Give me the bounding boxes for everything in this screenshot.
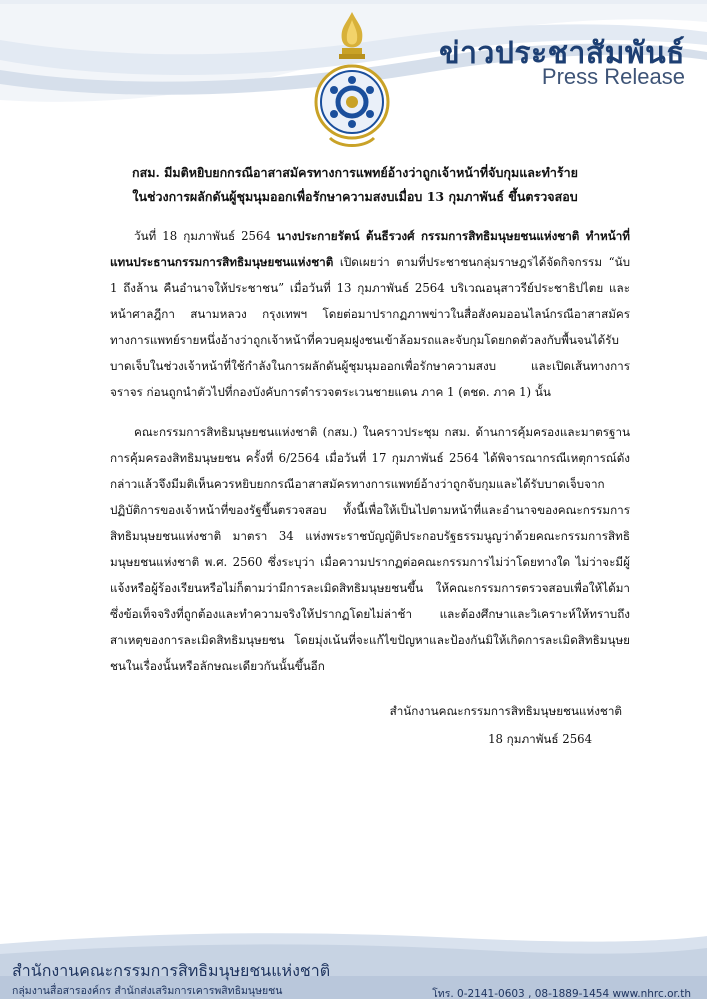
news-body [110,223,630,693]
footer-organization: สำนักงานคณะกรรมการสิทธิมนุษยชนแห่งชาติ [12,961,331,980]
headline-line-1: กสม. มีมติหยิบยกกรณีอาสาสมัครทางการแพทย์อ้างว่าถูกเจ้าหน้าที่จับกุมและทำร้าย [132,165,578,180]
footer-banner [0,930,707,999]
headline-line-2: ในช่วงการผลักดันผู้ชุมนุมออกเพื่อรักษาความสงบเมื่อบ 13 กุมภาพันธ์ ขึ้นตรวจสอบ [132,189,578,204]
paragraph-1-text: เปิดเผยว่า ตามที่ประชาชนกลุ่มราษฎรได้จัดกิจกรรม “นับ 1 ถึงล้าน คืนอำนาจให้ประชาชน” เมื่อวันที่ 13 กุมภาพันธ์ 2564 บริเวณอนุสาวรีย์ประชาธิปไตย และหน้าศาลฎีกา สนามหลวง กรุงเทพฯ โดยต่อมาปรากฏภาพข่าวในสื่อสังคมออนไลน์กรณีอาสาสมัครทางการแพทย์รายหนึ่งอ้างว่าถูกเจ้าหน้าที่ควบคุมฝูงชนเข้าล้อมรถและจับกุมโดยกดตัวลงกับพื้นจนได้รับบาดเจ็บในช่วงเจ้าหน้าที่ใช้กำลังในการผลักดันผู้ชุมนุมออกเพื่อรักษาความสงบ และเปิดเส้นทางการจราจร ก่อนถูกนำตัวไปที่กองบังคับการตำรวจตระเวนชายแดน ภาค 1 (ตชด. ภาค 1) นั้น [110,255,630,399]
press-title-thai: ข่าวประชาสัมพันธ์ [439,36,685,71]
footer-contact: โทร. 0-2141-0603 , 08-1889-1454 www.nhrc.or.th [432,988,691,999]
paragraph-2 [110,419,630,679]
paragraph-2-text: คณะกรรมการสิทธิมนุษยชนแห่งชาติ (กสม.) ในคราวประชุม กสม. ด้านการคุ้มครองและมาตรฐานการคุ้มครองสิทธิมนุษยชน ครั้งที่ 6/2564 เมื่อวันที่ 17 กุมภาพันธ์ 2564 ได้พิจารณากรณีเหตุการณ์ดังกล่าวแล้วจึงมีมติเห็นควรหยิบยกกรณีอาสาสมัครทางการแพทย์อ้างว่าถูกจับกุมและได้รับบาดเจ็บจากปฏิบัติการของเจ้าหน้าที่ของรัฐขึ้นตรวจสอบ ทั้งนี้เพื่อให้เป็นไปตามหน้าที่และอำนาจของคณะกรรมการสิทธิมนุษยชนแห่งชาติ มาตรา 34 แห่งพระราชบัญญัติประกอบรัฐธรรมนูญว่าด้วยคณะกรรมการสิทธิมนุษยชนแห่งชาติ พ.ศ. 2560 ซึ่งระบุว่า เมื่อความปรากฏต่อคณะกรรมการไม่ว่าโดยทางใด ไม่ว่าจะมีผู้แจ้งหรือผู้ร้องเรียนหรือไม่ก็ตามว่ามีการละเมิดสิทธิมนุษยชนขึ้น ให้คณะกรรมการตรวจสอบเพื่อให้ได้มาซึ่งข้อเท็จจริงที่ถูกต้องและทำความจริงให้ปรากฏโดยไม่ล่าช้า และต้องศึกษาและวิเคราะห์ให้ทราบถึงสาเหตุของการละเมิดสิทธิมนุษยชน โดยมุ่งเน้นที่จะแก้ไขปัญหาและป้องกันมิให้เกิดการละเมิดสิทธิมนุษยชนในเรื่องนั้นหรือลักษณะเดียวกันนั้นขึ้นอีก [110,425,630,673]
signature-office: สำนักงานคณะกรรมการสิทธิมนุษยชนแห่งชาติ [389,704,622,718]
nhrc-logo [312,10,392,155]
signature-date: 18 กุมภาพันธ์ 2564 [488,732,592,746]
press-title-english: Press Release [541,64,685,89]
nhrc-emblem-icon [312,10,392,155]
paragraph-1-date: วันที่ 18 กุมภาพันธ์ 2564 [134,229,277,243]
footer-department: กลุ่มงานสื่อสารองค์กร สำนักส่งเสริมการเคารพสิทธิมนุษยชน [12,985,283,997]
paragraph-1-commissioner: นางประกายรัตน์ ต้นธีรวงศ์ กรรมการสิทธิมนุษยชนแห่งชาติ ทำหน้าที่แทนประธานกรรมการสิทธิมนุษยชนแห่งชาติ [110,229,630,269]
paragraph-1 [110,223,630,405]
signature-block [390,697,622,753]
news-headline [60,161,650,209]
